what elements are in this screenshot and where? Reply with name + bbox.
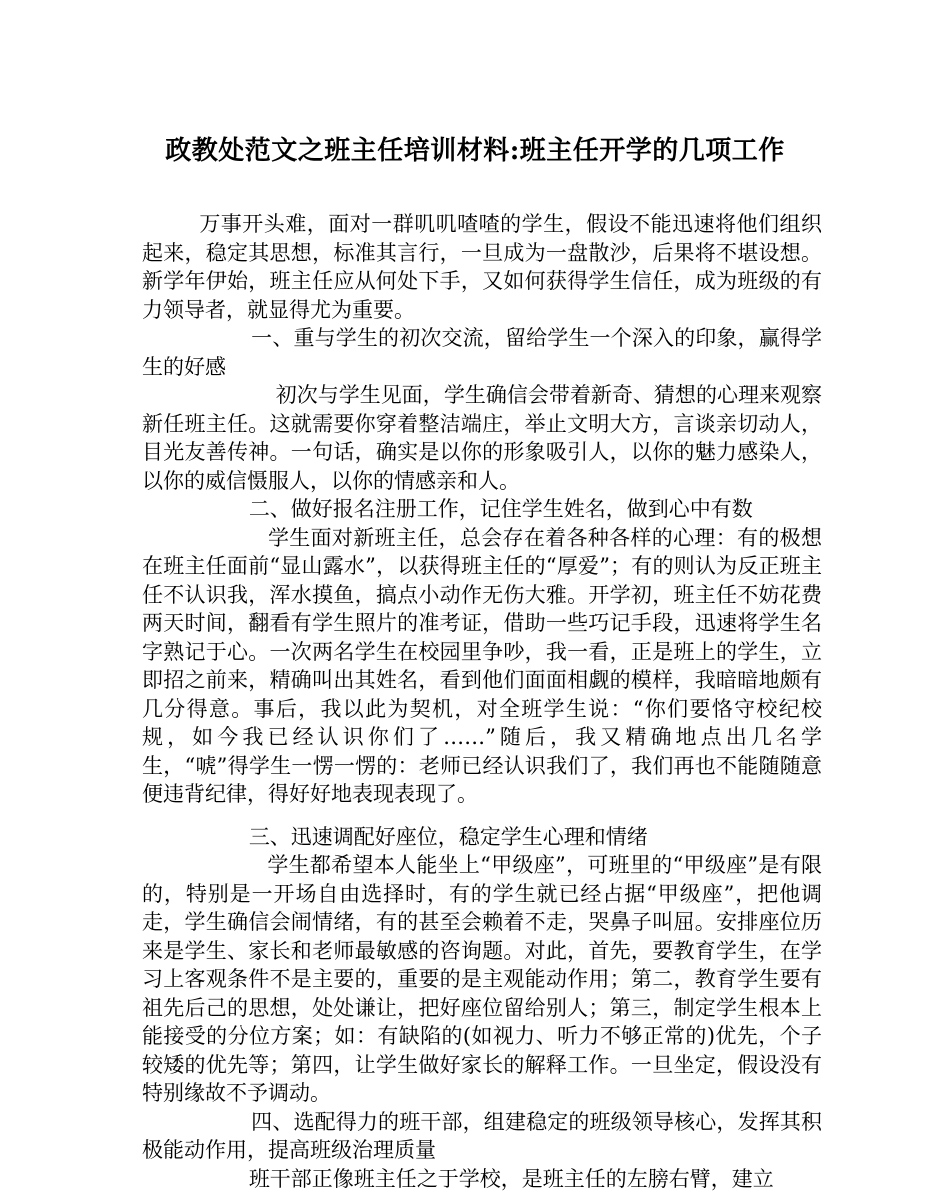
section-heading-2: 二、做好报名注册工作，记住学生姓名，做到心中有数	[142, 495, 822, 524]
section-heading-4: 四、选配得力的班干部，组建稳定的班级领导核心，发挥其积极能动作用，提高班级治理质量	[142, 1108, 822, 1165]
section-heading-3: 三、迅速调配好座位，稳定学生心理和情绪	[142, 823, 822, 852]
section-1-paragraph: 初次与学生见面，学生确信会带着新奇、猜想的心理来观察新任班主任。这就需要你穿着整洁端庄，举止文明大方，言谈亲切动人，目光友善传神。一句话，确实是以你的形象吸引人，以你的魅力感染人，以你的威信慑服人，以你的情感亲和人。	[142, 381, 822, 495]
document-title: 政教处范文之班主任培训材料:班主任开学的几项工作	[0, 133, 950, 169]
section-heading-1: 一、重与学生的初次交流，留给学生一个深入的印象，赢得学生的好感	[142, 324, 822, 381]
section-2-paragraph: 学生面对新班主任，总会存在着各种各样的心理：有的极想在班主任面前“显山露水”，以获得班主任的“厚爱”；有的则认为反正班主任不认识我，浑水摸鱼，搞点小动作无伤大雅。开学初，班主任不妨花费两天时间，翻看有学生照片的准考证，借助一些巧记手段，迅速将学生名字熟记于心。一次两名学生在校园里争吵，我一看，正是班上的学生，立即招之前来，精确叫出其姓名，看到他们面面相觑的模样，我暗暗地颇有几分得意。事后，我以此为契机，对全班学生说：“你们要恪守校纪校规，如今我已经认识你们了……”随后，我又精确地点出几名学生，“唬”得学生一愣一愣的：老师已经认识我们了，我们再也不能随随意便违背纪律，得好好地表现表现了。	[142, 524, 822, 809]
document-body	[142, 210, 822, 1193]
paragraph-gap	[142, 809, 822, 823]
intro-paragraph: 万事开头难，面对一群叽叽喳喳的学生，假设不能迅速将他们组织起来，稳定其思想，标准其言行，一旦成为一盘散沙，后果将不堪设想。新学年伊始，班主任应从何处下手，又如何获得学生信任，成为班级的有力领导者，就显得尤为重要。	[142, 210, 822, 324]
section-4-paragraph: 班干部正像班主任之于学校，是班主任的左膀右臂，建立	[142, 1165, 822, 1193]
section-3-paragraph: 学生都希望本人能坐上“甲级座”，可班里的“甲级座”是有限的，特别是一开场自由选择时，有的学生就已经占据“甲级座”，把他调走，学生确信会闹情绪，有的甚至会赖着不走，哭鼻子叫屈。安排座位历来是学生、家长和老师最敏感的咨询题。对此，首先，要教育学生，在学习上客观条件不是主要的，重要的是主观能动作用；第二，教育学生要有祖先后己的思想，处处谦让，把好座位留给别人；第三，制定学生根本上能接受的分位方案；如：有缺陷的(如视力、听力不够正常的)优先，个子较矮的优先等；第四，让学生做好家长的解释工作。一旦坐定，假设没有特别缘故不予调动。	[142, 851, 822, 1108]
